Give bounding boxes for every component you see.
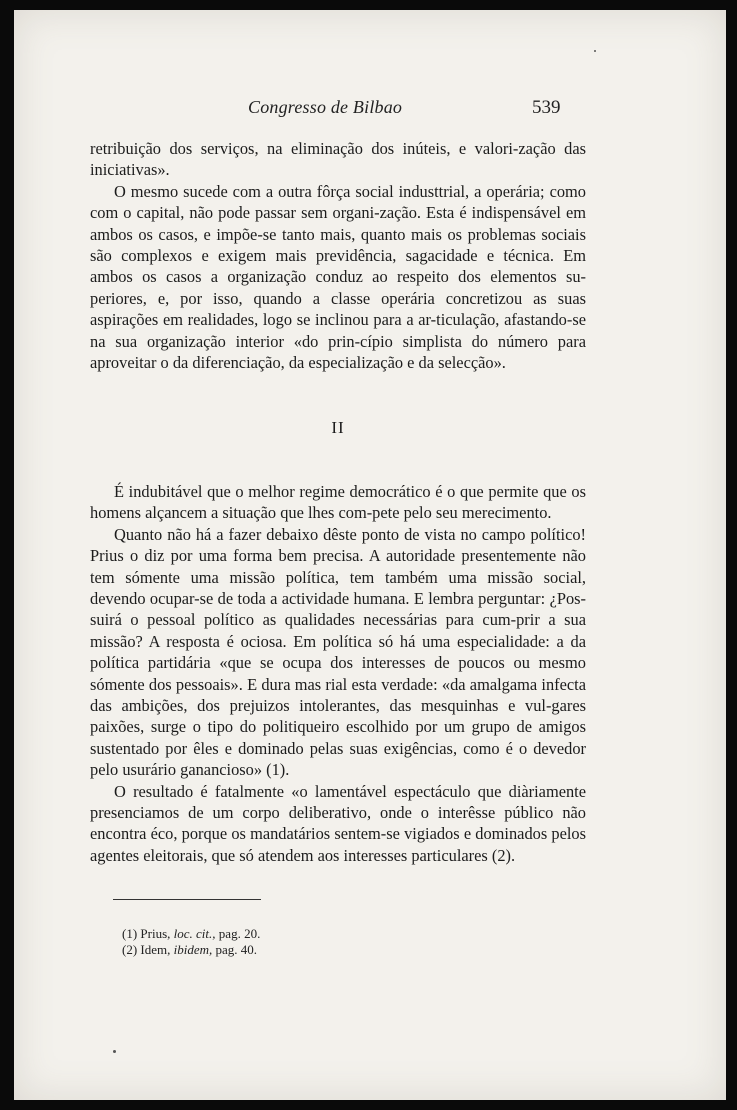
footnote-author: Idem, <box>140 942 171 957</box>
footnote-rule <box>113 899 261 900</box>
footnote-author: Prius, <box>140 926 171 941</box>
footnote-page: pag. 40. <box>215 942 258 957</box>
page-number: 539 <box>532 97 561 118</box>
book-page <box>14 10 726 1100</box>
paper-speck <box>113 1050 116 1053</box>
paragraph: O mesmo sucede com a outra fôrça social industtrial, a operária; como com o capital, não pode passar sem organi-zação. Esta é indispensável em ambos os casos, e impõe-se tanto mais, quanto mais os problemas sociais são complexos e exigem mais previdência, sagacidade e técnica. Em ambos os casos a organização conduz ao respeito dos elementos su-periores, e, por isso, quando a classe operária concretizou as suas aspirações em realidades, logo se inclinou para a ar-ticulação, afastando-se na sua organização interior «do prin-cípio simplista do número para aproveitar o da diferenciação, da especialização e da selecção». <box>90 181 586 373</box>
running-header <box>14 97 726 123</box>
footnote-marker: (2) <box>122 942 138 957</box>
footnote-2 <box>122 942 522 958</box>
footnote-marker: (1) <box>122 926 138 941</box>
footnote-ref: ibidem, <box>173 942 213 957</box>
section-heading: II <box>331 418 345 438</box>
footnotes <box>122 926 522 958</box>
paragraph: O resultado é fatalmente «o lamentável espectáculo que diàriamente presenciamos de um corpo deliberativo, onde o interêsse público não encontra éco, porque os mandatários sentem-se vigiados e dominados pelos agentes eleitorais, que só atendem aos interesses particulares (2). <box>90 781 586 865</box>
running-title: Congresso de Bilbao <box>248 97 403 117</box>
paper-speck <box>594 50 596 52</box>
footnote-page: pag. 20. <box>218 926 261 941</box>
paragraph: É indubitável que o melhor regime democrático é o que permite que os homens alçancem a situação que lhes com-pete pelo seu merecimento. <box>90 481 586 523</box>
body-text <box>90 138 586 866</box>
footnote-1 <box>122 926 522 942</box>
paragraph: Quanto não há a fazer debaixo dêste ponto de vista no campo político! Prius o diz por uma forma bem precisa. A autoridade presentemente não tem sómente uma missão política, tem também uma missão social, devendo ocupar-se de toda a actividade humana. E lembra perguntar: ¿Pos-suirá o pessoal político as qualidades necessárias para cum-prir a sua missão? A resposta é ociosa. Em política só há uma especialidade: a da política partidária «que se ocupa dos interesses de poucos ou mesmo sómente dos pessoais». E dura mas rial esta verdade: «da amalgama infecta das ambições, dos prejuizos intolerantes, das mesquinhas e vul-gares paixões, surge o tipo do politiqueiro escolhido por um grupo de amigos sustentado por êles e dominado pelas suas exigências, como é o devedor pelo usurário ganancioso» (1). <box>90 524 586 780</box>
paragraph-continued: retribuição dos serviços, na eliminação dos inúteis, e valori-zação das iniciativas». <box>90 139 586 180</box>
footnote-ref: loc. cit., <box>173 926 216 941</box>
